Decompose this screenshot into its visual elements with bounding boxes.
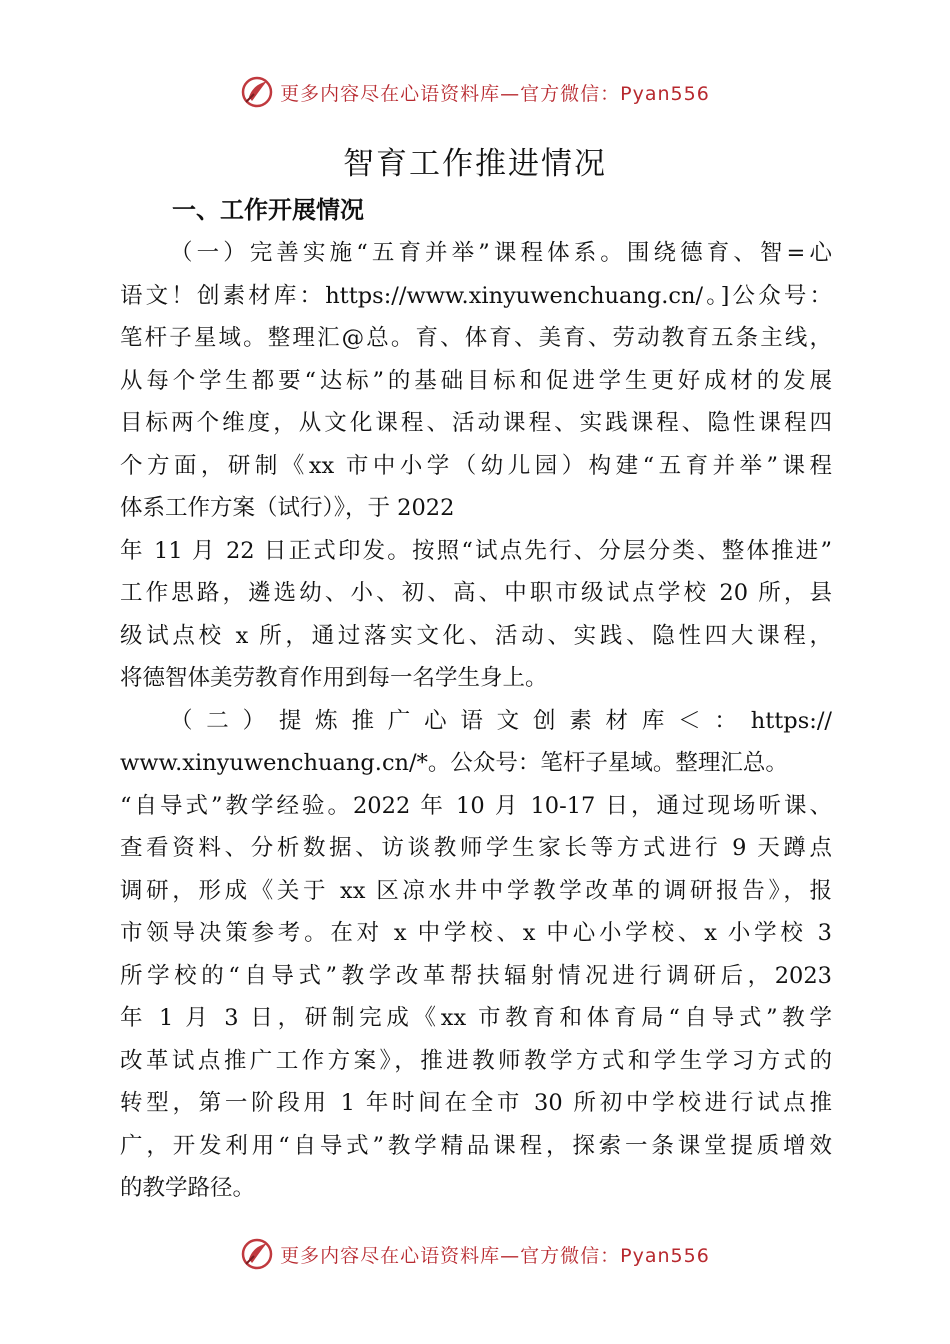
- paragraph-line: 查看资料、分析数据、访谈教师学生家长等方式进行 9 天蹲点: [120, 835, 832, 861]
- watermark-logo-icon: [240, 75, 274, 109]
- paragraph-line: 调研，形成《关于 xx 区凉水井中学教学改革的调研报告》，报: [120, 877, 832, 904]
- watermark-text: 更多内容尽在心语资料库—官方微信：Pyan556: [280, 82, 710, 105]
- section-heading: 一、工作开展情况: [172, 196, 364, 224]
- paragraph-line: 将德智体美劳教育作用到每一名学生身上。: [120, 665, 548, 691]
- paragraph-line: （二）提炼推广心语文创素材库＜：https://: [170, 707, 832, 734]
- paragraph-line: 从每个学生都要“达标”的基础目标和促进学生更好成材的发展: [120, 367, 832, 394]
- paragraph-line: 年 11 月 22 日正式印发。按照“试点先行、分层分类、整体推进”: [120, 537, 832, 564]
- paragraph-line: 目标两个维度，从文化课程、活动课程、实践课程、隐性课程四: [120, 410, 832, 436]
- document-body: [120, 232, 832, 1210]
- paragraph-line: 转型，第一阶段用 1 年时间在全市 30 所初中学校进行试点推: [120, 1090, 832, 1116]
- paragraph-line: 级试点校 x 所，通过落实文化、活动、实践、隐性四大课程，: [120, 622, 832, 649]
- paragraph-line: “自导式”教学经验。2022 年 10 月 10-17 日，通过现场听课、: [120, 792, 832, 819]
- paragraph-line: 个方面，研制《xx 市中小学（幼儿园）构建“五育并举”课程: [120, 452, 832, 479]
- paragraph-line: 语文！创素材库：https://www.xinyuwenchuang.cn/。]公众号：: [120, 282, 832, 309]
- paragraph-line: 笔杆子星域。整理汇@总。育、体育、美育、劳动教育五条主线，: [120, 325, 832, 351]
- paragraph-line: 所学校的“自导式”教学改革帮扶辐射情况进行调研后，2023: [120, 962, 832, 989]
- watermark-logo-icon: [240, 1237, 274, 1271]
- paragraph-line: 市领导决策参考。在对 x 中学校、x 中心小学校、x 小学校 3: [120, 920, 832, 946]
- paragraph-line: www.xinyuwenchuang.cn/*。公众号：笔杆子星域。整理汇总。: [120, 750, 788, 776]
- paragraph-line: 体系工作方案（试行）》，于 2022: [120, 495, 455, 521]
- paragraph-line: 的教学路径。: [120, 1175, 256, 1201]
- watermark-banner-bottom: [0, 1234, 950, 1274]
- paragraph-line: （一）完善实施“五育并举”课程体系。围绕德育、智=心: [170, 240, 832, 266]
- paragraph-line: 工作思路，遴选幼、小、初、高、中职市级试点学校 20 所，县: [120, 580, 832, 606]
- watermark-text: 更多内容尽在心语资料库—官方微信：Pyan556: [280, 1244, 710, 1267]
- paragraph-line: 改革试点推广工作方案》，推进教师教学方式和学生学习方式的: [120, 1047, 832, 1074]
- document-title: 智育工作推进情况: [343, 146, 607, 182]
- paragraph-line: 年 1 月 3 日，研制完成《xx 市教育和体育局“自导式”教学: [120, 1005, 832, 1031]
- watermark-banner-top: [0, 72, 950, 112]
- paragraph-line: 广，开发利用“自导式”教学精品课程，探索一条课堂提质增效: [120, 1132, 832, 1159]
